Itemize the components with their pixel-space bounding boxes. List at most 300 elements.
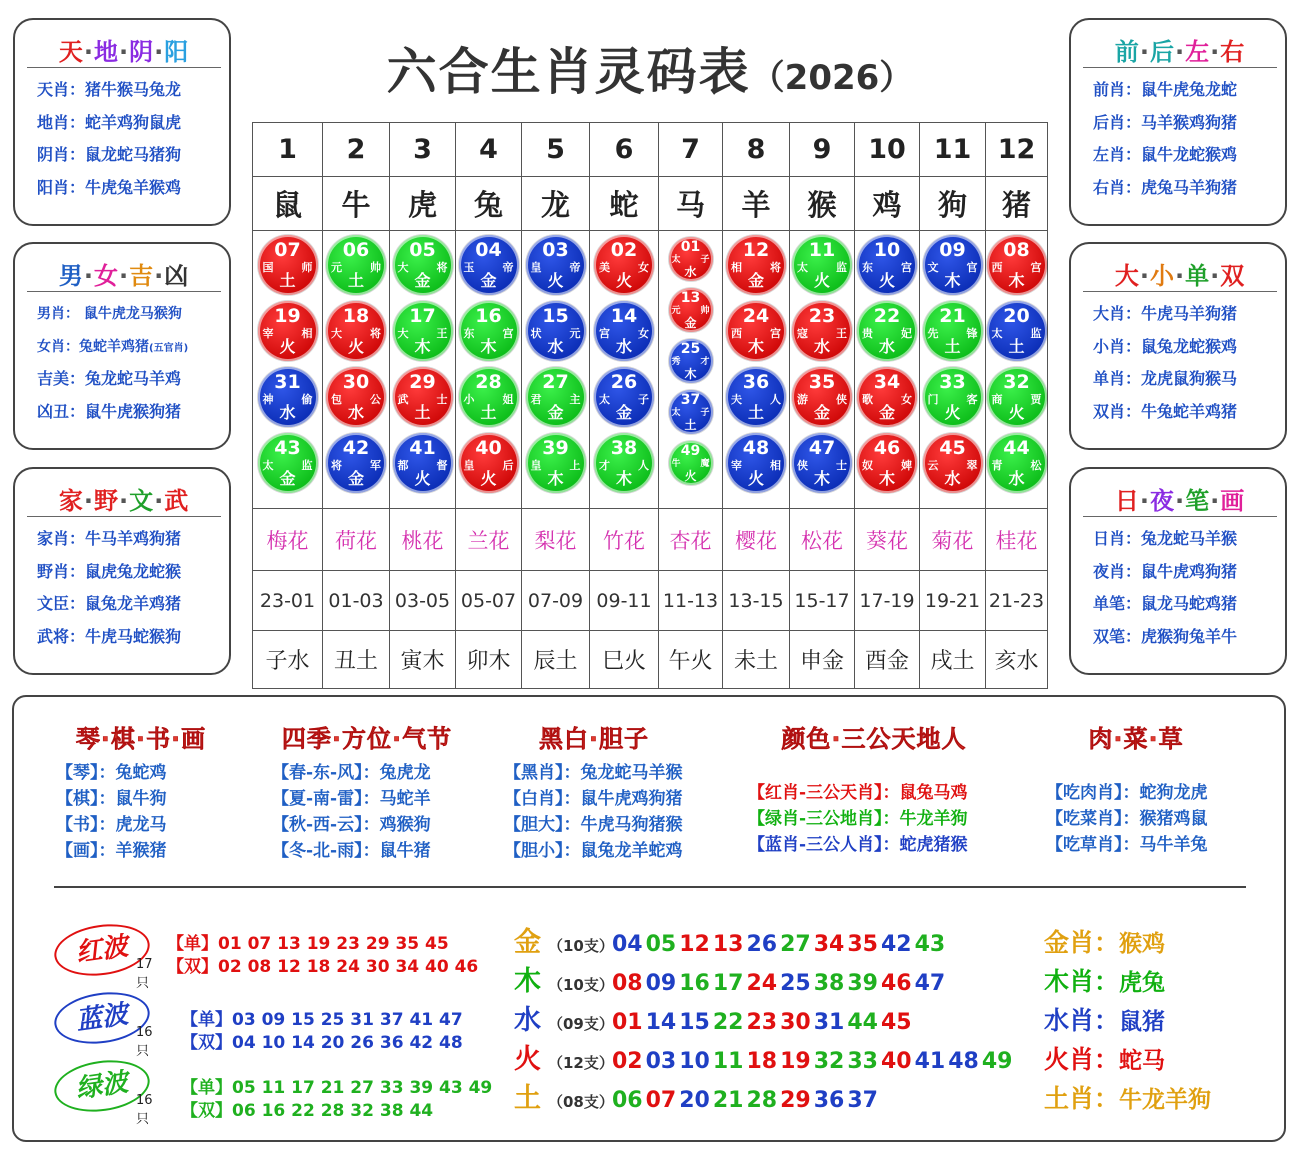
column-number: 12 xyxy=(986,123,1048,177)
column-wuxing: 卯木 xyxy=(456,631,522,689)
ball-title-left: 太 xyxy=(797,261,808,274)
column-zodiac: 蛇 xyxy=(590,177,659,231)
number-ball xyxy=(459,235,519,295)
title-char: · xyxy=(83,487,94,515)
number-ball xyxy=(459,301,519,361)
bottom-panel xyxy=(12,695,1286,1142)
side-box-line: 文臣：鼠兔龙羊鸡猪 xyxy=(37,594,182,613)
element-number: 32 xyxy=(813,1049,845,1074)
ball-number: 15 xyxy=(542,305,569,327)
ball-title-right: 主 xyxy=(569,393,581,406)
ball-title-right: 王 xyxy=(436,327,448,340)
category-item: 【胆小】：鼠兔龙羊蛇鸡 xyxy=(504,841,683,861)
number-ball xyxy=(393,367,453,427)
ball-element: 水 xyxy=(944,469,961,488)
ball-title-right: 士 xyxy=(436,393,448,406)
ball-element: 金 xyxy=(684,316,697,330)
element-number: 22 xyxy=(712,1010,744,1035)
element-name: 土 xyxy=(514,1083,541,1114)
number-ball xyxy=(792,433,852,493)
number-ball xyxy=(326,433,386,493)
element-number: 43 xyxy=(914,932,946,957)
ball-number: 36 xyxy=(742,371,770,393)
column-flower: 菊花 xyxy=(920,509,986,571)
ball-number: 01 xyxy=(680,239,701,255)
column-zodiac: 猪 xyxy=(986,177,1048,231)
side-box-line: 地肖：蛇羊鸡狗鼠虎 xyxy=(37,112,182,132)
ball-number: 30 xyxy=(342,371,370,393)
ball-element: 金 xyxy=(878,403,895,422)
number-ball xyxy=(594,301,654,361)
number-ball xyxy=(669,288,713,332)
ball-number: 20 xyxy=(1003,305,1030,327)
side-box xyxy=(13,467,231,675)
number-ball xyxy=(857,235,917,295)
element-zodiac-value: 虎兔 xyxy=(1119,970,1166,996)
ball-title-left: 游 xyxy=(797,393,808,406)
ball-element: 金 xyxy=(347,469,364,488)
ball-title-left: 夫 xyxy=(731,393,742,406)
ball-title-left: 大 xyxy=(397,261,409,274)
page-title xyxy=(250,32,1050,104)
column-zodiac: 鸡 xyxy=(855,177,920,231)
category-block xyxy=(56,719,226,864)
ball-title-left: 太 xyxy=(262,459,274,472)
column-time: 23-01 xyxy=(253,571,323,631)
ball-title-left: 先 xyxy=(927,327,939,340)
ball-title-left: 文 xyxy=(927,261,939,274)
ball-title-left: 商 xyxy=(991,393,1003,406)
ball-element: 金 xyxy=(279,469,296,488)
ball-element: 水 xyxy=(813,337,830,356)
ball-element: 火 xyxy=(547,271,564,290)
category-item: 【夏-南-雷】：马蛇羊 xyxy=(272,789,431,809)
ball-title-right: 王 xyxy=(836,327,847,340)
title-char: · xyxy=(118,487,130,515)
column-zodiac: 猴 xyxy=(790,177,855,231)
ball-element: 火 xyxy=(1008,403,1025,422)
title-char: 家 xyxy=(58,487,84,515)
column-zodiac: 马 xyxy=(659,177,723,231)
side-box-line: 小肖：鼠兔龙蛇猴鸡 xyxy=(1093,336,1238,356)
element-number: 29 xyxy=(780,1088,811,1113)
ball-title-right: 人 xyxy=(770,393,781,406)
number-ball xyxy=(594,235,654,295)
column-time: 03-05 xyxy=(390,571,456,631)
element-number: 19 xyxy=(780,1049,811,1074)
side-box-line: 天肖：猪牛猴马兔龙 xyxy=(37,80,182,99)
ball-title-right: 士 xyxy=(836,459,847,472)
number-ball xyxy=(987,301,1047,361)
element-row xyxy=(514,1079,881,1118)
column-wuxing: 未土 xyxy=(723,631,790,689)
element-numbers xyxy=(612,932,948,957)
ball-title-right: 督 xyxy=(436,459,448,472)
side-box-line: 前肖：鼠牛虎兔龙蛇 xyxy=(1093,80,1238,99)
ball-title-left: 国 xyxy=(262,261,274,274)
element-number: 41 xyxy=(914,1049,946,1074)
category-item: 【胆大】：牛虎马狗猪猴 xyxy=(504,815,683,835)
element-number: 24 xyxy=(746,971,778,996)
element-number: 06 xyxy=(612,1088,643,1113)
element-number: 36 xyxy=(813,1088,845,1113)
category-title: 黑白·胆子 xyxy=(538,725,650,753)
ball-title-right: 才 xyxy=(700,357,710,367)
column-flower: 葵花 xyxy=(855,509,920,571)
element-zodiac-key: 木肖： xyxy=(1044,967,1120,996)
category-title: 肉·菜·草 xyxy=(1088,725,1184,753)
element-row xyxy=(514,962,948,1001)
wave-even: 【双】02 08 12 18 24 30 34 40 46 xyxy=(167,957,479,977)
ball-title-left: 神 xyxy=(262,393,274,406)
ball-element: 木 xyxy=(1008,271,1025,290)
ball-title-right: 宫 xyxy=(1030,261,1042,274)
ball-number: 48 xyxy=(742,437,770,459)
side-box-line: 野肖：鼠虎兔龙蛇猴 xyxy=(37,561,182,581)
column-time: 07-09 xyxy=(522,571,590,631)
title-char: 地 xyxy=(93,38,119,66)
element-zodiac-key: 土肖： xyxy=(1044,1084,1120,1113)
title-main: 六合生肖灵码表 xyxy=(386,43,751,101)
side-box-title xyxy=(1083,481,1277,517)
element-name: 木 xyxy=(514,966,541,997)
title-char: 武 xyxy=(164,487,190,515)
number-ball xyxy=(857,433,917,493)
ball-element: 木 xyxy=(944,271,961,290)
column-zodiac: 羊 xyxy=(723,177,790,231)
element-number: 02 xyxy=(612,1049,643,1074)
number-ball xyxy=(726,367,786,427)
side-box-line: 右肖：虎兔马羊狗猪 xyxy=(1093,177,1238,197)
ball-row xyxy=(253,231,1048,509)
element-numbers xyxy=(612,1010,915,1035)
ball-element: 水 xyxy=(878,337,895,356)
ball-element: 火 xyxy=(414,469,431,488)
ball-element: 金 xyxy=(547,403,564,422)
ball-title-right: 女 xyxy=(638,261,649,274)
element-zodiac-value: 牛龙羊狗 xyxy=(1119,1087,1212,1113)
ball-element: 金 xyxy=(615,403,632,422)
wave-logo: 绿波 xyxy=(51,1055,153,1118)
number-ball xyxy=(669,237,713,281)
number-ball xyxy=(923,433,983,493)
ball-element: 金 xyxy=(480,271,497,290)
ball-element: 火 xyxy=(878,271,895,290)
side-box-line: 男肖： 鼠牛虎龙马猴狗 xyxy=(37,306,182,322)
number-ball xyxy=(258,433,318,493)
category-item: 【红肖-三公天肖】：鼠兔马鸡 xyxy=(748,783,968,803)
element-number: 33 xyxy=(847,1049,878,1074)
column-time: 15-17 xyxy=(790,571,855,631)
ball-title-right: 松 xyxy=(1030,459,1042,472)
column-time: 21-23 xyxy=(986,571,1048,631)
ball-number: 49 xyxy=(680,443,701,459)
element-zodiac-value: 蛇马 xyxy=(1119,1048,1166,1074)
title-char: · xyxy=(154,38,165,66)
column-number: 10 xyxy=(855,123,920,177)
element-count: （10支） xyxy=(548,937,614,955)
element-row xyxy=(514,1001,915,1040)
ball-number: 31 xyxy=(274,371,301,393)
category-item: 【蓝肖-三公人肖】：蛇虎猪猴 xyxy=(748,835,968,855)
side-box xyxy=(1069,242,1287,450)
column-balls xyxy=(920,231,986,509)
ball-title-right: 监 xyxy=(836,261,847,274)
number-ball xyxy=(258,367,318,427)
column-balls xyxy=(390,231,456,509)
flower-row xyxy=(253,509,1048,571)
ball-number: 33 xyxy=(939,371,966,393)
title-char: · xyxy=(1174,487,1186,515)
ball-number: 22 xyxy=(873,305,901,327)
number-ball xyxy=(258,301,318,361)
ball-title-right: 师 xyxy=(301,261,313,274)
ball-title-right: 宫 xyxy=(502,327,514,340)
ball-title-left: 大 xyxy=(331,327,342,340)
ball-element: 火 xyxy=(747,469,764,488)
ball-element: 土 xyxy=(279,271,296,290)
ball-title-left: 才 xyxy=(599,459,610,472)
ball-element: 土 xyxy=(347,271,364,290)
ball-number: 46 xyxy=(873,437,901,459)
element-number: 12 xyxy=(679,932,710,957)
element-number: 28 xyxy=(746,1088,778,1113)
column-time: 11-13 xyxy=(659,571,723,631)
element-zodiac-key: 水肖： xyxy=(1044,1006,1120,1035)
ball-title-right: 侠 xyxy=(836,393,847,406)
ball-title-left: 青 xyxy=(991,459,1003,472)
ball-title-left: 美 xyxy=(599,261,610,274)
column-number: 2 xyxy=(323,123,390,177)
ball-title-left: 太 xyxy=(671,255,681,265)
ball-title-left: 西 xyxy=(991,261,1003,274)
column-flower: 竹花 xyxy=(590,509,659,571)
element-zodiac-row xyxy=(1044,1040,1165,1079)
side-box-line: 单笔：鼠龙马蛇鸡猪 xyxy=(1093,594,1238,613)
title-char: · xyxy=(1210,262,1221,290)
number-ball xyxy=(987,235,1047,295)
side-box-line: 后肖：马羊猴鸡狗猪 xyxy=(1093,112,1238,132)
ball-title-right: 监 xyxy=(301,459,313,472)
ball-number: 23 xyxy=(808,305,836,327)
ball-title-left: 包 xyxy=(331,393,342,406)
number-ball xyxy=(459,433,519,493)
zodiac-number-table xyxy=(252,122,1048,689)
number-ball xyxy=(326,367,386,427)
element-numbers xyxy=(612,1088,881,1113)
ball-title-right: 偷 xyxy=(301,393,313,406)
ball-element: 木 xyxy=(547,469,564,488)
title-char: 女 xyxy=(93,262,119,290)
ball-title-left: 皇 xyxy=(530,261,542,274)
title-char: · xyxy=(1210,487,1221,515)
ball-title-right: 公 xyxy=(370,393,381,406)
element-number: 04 xyxy=(612,932,643,957)
title-char: 文 xyxy=(129,487,155,515)
element-row xyxy=(514,923,948,962)
title-char: 男 xyxy=(58,262,84,290)
ball-number: 32 xyxy=(1003,371,1030,393)
column-flower: 松花 xyxy=(790,509,855,571)
element-name: 水 xyxy=(514,1005,541,1036)
ball-number: 06 xyxy=(342,239,370,261)
ball-title-right: 上 xyxy=(569,459,581,472)
ball-title-left: 相 xyxy=(731,261,742,274)
category-item: 【黑肖】：兔龙蛇马羊猴 xyxy=(504,763,683,783)
title-char: 后 xyxy=(1149,38,1175,66)
side-box-line: 吉美：兔龙蛇马羊鸡 xyxy=(37,369,182,388)
side-box-title xyxy=(1083,32,1277,68)
category-item: 【书】：虎龙马 xyxy=(56,815,167,835)
ball-element: 水 xyxy=(615,337,632,356)
category-block xyxy=(748,719,994,858)
side-box xyxy=(1069,467,1287,675)
column-number: 5 xyxy=(522,123,590,177)
ball-element: 土 xyxy=(480,403,497,422)
number-ball xyxy=(393,433,453,493)
title-char: · xyxy=(118,262,130,290)
column-time: 05-07 xyxy=(456,571,522,631)
title-char: 阳 xyxy=(164,38,190,66)
ball-title-left: 东 xyxy=(862,261,873,274)
ball-number: 24 xyxy=(742,305,770,327)
column-wuxing: 丑土 xyxy=(323,631,390,689)
category-item: 【棋】：鼠牛狗 xyxy=(56,789,167,809)
ball-title-right: 妃 xyxy=(901,327,912,340)
ball-title-right: 帝 xyxy=(502,261,514,274)
ball-title-left: 君 xyxy=(530,393,542,406)
title-char: · xyxy=(1210,38,1221,66)
wave-odd: 【单】03 09 15 25 31 37 41 47 xyxy=(181,1010,463,1030)
element-number: 18 xyxy=(746,1049,778,1074)
wuxing-row xyxy=(253,631,1048,689)
element-number: 47 xyxy=(914,971,946,996)
side-box-line: 大肖：牛虎马羊狗猪 xyxy=(1093,304,1238,323)
ball-element: 水 xyxy=(547,337,564,356)
column-flower: 杏花 xyxy=(659,509,723,571)
column-flower: 桃花 xyxy=(390,509,456,571)
title-char: 凶 xyxy=(164,262,190,290)
ball-element: 金 xyxy=(414,271,431,290)
ball-number: 18 xyxy=(342,305,370,327)
category-item: 【吃草肖】：马牛羊兔 xyxy=(1046,835,1208,855)
title-char: 大 xyxy=(1114,262,1140,290)
side-box-title xyxy=(1083,256,1277,292)
ball-number: 17 xyxy=(409,305,436,327)
column-balls xyxy=(855,231,920,509)
number-ball xyxy=(459,367,519,427)
ball-title-right: 人 xyxy=(638,459,649,472)
number-row xyxy=(253,123,1048,177)
ball-number: 45 xyxy=(939,437,966,459)
category-item: 【画】：羊猴猪 xyxy=(56,841,167,861)
title-char: · xyxy=(1174,262,1186,290)
ball-title-right: 后 xyxy=(502,459,514,472)
title-char: · xyxy=(154,487,165,515)
element-numbers xyxy=(612,971,948,996)
ball-title-right: 子 xyxy=(638,393,649,406)
element-number: 38 xyxy=(813,971,845,996)
ball-element: 木 xyxy=(747,337,764,356)
column-number: 6 xyxy=(590,123,659,177)
ball-title-right: 客 xyxy=(966,393,978,406)
ball-number: 09 xyxy=(939,239,966,261)
ball-number: 21 xyxy=(939,305,966,327)
title-char: · xyxy=(154,262,165,290)
category-block xyxy=(1046,719,1226,858)
ball-element: 金 xyxy=(813,403,830,422)
number-ball xyxy=(669,339,713,383)
ball-title-right: 帅 xyxy=(370,261,381,274)
element-number: 35 xyxy=(847,932,878,957)
ball-title-right: 元 xyxy=(569,327,581,340)
number-ball xyxy=(726,235,786,295)
ball-number: 07 xyxy=(274,239,301,261)
column-wuxing: 酉金 xyxy=(855,631,920,689)
ball-number: 12 xyxy=(742,239,770,261)
element-number: 08 xyxy=(612,971,643,996)
ball-title-left: 西 xyxy=(731,327,742,340)
column-balls xyxy=(790,231,855,509)
column-balls xyxy=(456,231,522,509)
ball-element: 火 xyxy=(615,271,632,290)
ball-number: 05 xyxy=(409,239,436,261)
element-row xyxy=(514,1040,1016,1079)
number-ball xyxy=(792,235,852,295)
side-box-line: 家肖：牛马羊鸡狗猪 xyxy=(37,529,182,548)
wave-logo: 红波 xyxy=(51,919,153,982)
number-ball xyxy=(594,367,654,427)
ball-title-left: 将 xyxy=(331,459,342,472)
ball-title-left: 都 xyxy=(397,459,409,472)
ball-title-right: 将 xyxy=(436,261,448,274)
column-flower: 桂花 xyxy=(986,509,1048,571)
ball-number: 19 xyxy=(274,305,301,327)
ball-number: 04 xyxy=(475,239,502,261)
number-ball xyxy=(726,433,786,493)
element-number: 01 xyxy=(612,1010,643,1035)
column-zodiac: 狗 xyxy=(920,177,986,231)
side-box-note: (五官肖) xyxy=(149,342,189,354)
ball-number: 16 xyxy=(475,305,502,327)
side-box xyxy=(13,18,231,226)
element-zodiac-value: 鼠猪 xyxy=(1119,1009,1166,1035)
number-ball xyxy=(923,301,983,361)
element-number: 23 xyxy=(746,1010,778,1035)
column-zodiac: 虎 xyxy=(390,177,456,231)
element-number: 11 xyxy=(712,1049,744,1074)
ball-number: 42 xyxy=(342,437,370,459)
ball-title-left: 门 xyxy=(927,393,939,406)
element-zodiac-value: 猴鸡 xyxy=(1119,931,1166,957)
ball-element: 木 xyxy=(684,367,697,381)
column-number: 11 xyxy=(920,123,986,177)
title-char: 单 xyxy=(1185,262,1211,290)
side-box-line: 夜肖：鼠牛虎鸡狗猪 xyxy=(1093,561,1238,581)
element-number: 07 xyxy=(645,1088,677,1113)
time-row xyxy=(253,571,1048,631)
ball-element: 火 xyxy=(813,271,830,290)
column-flower: 兰花 xyxy=(456,509,522,571)
ball-title-right: 相 xyxy=(301,327,313,340)
ball-element: 水 xyxy=(279,403,296,422)
ball-number: 38 xyxy=(610,437,638,459)
element-number: 05 xyxy=(645,932,677,957)
column-zodiac: 兔 xyxy=(456,177,522,231)
side-box-title xyxy=(27,481,221,517)
zodiac-row xyxy=(253,177,1048,231)
ball-element: 木 xyxy=(878,469,895,488)
